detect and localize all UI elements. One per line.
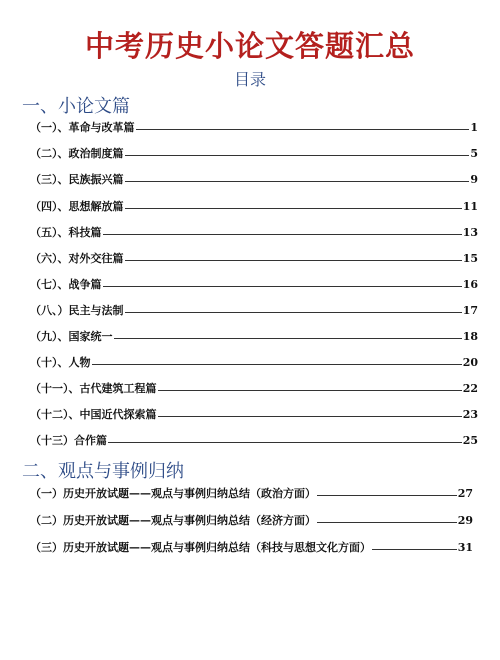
toc-entry[interactable] [30,511,473,531]
toc-entry-label: （三）、民族振兴篇 [30,173,124,186]
toc-entry-label: （十）、人物 [30,356,91,369]
toc-entry-label: （二）、政治制度篇 [30,147,124,160]
dot-leader [158,416,462,417]
dot-leader [125,155,470,156]
toc-heading: 目录 [233,70,266,89]
toc-page-number: 5 [470,147,478,160]
dot-leader [136,129,470,130]
toc-entry[interactable] [30,197,478,217]
toc-entry-label: （三）历史开放试题——观点与事例归纳总结（科技与思想文化方面） [30,541,371,554]
dot-leader [125,181,470,182]
toc-entry-label: （六）、对外交往篇 [30,252,124,265]
dot-leader [158,390,462,391]
toc-page-number: 29 [457,514,473,527]
toc-entry-label: （二）历史开放试题——观点与事例归纳总结（经济方面） [30,514,316,527]
toc-entry[interactable] [30,431,478,451]
toc-entry[interactable] [30,301,478,321]
toc-entry-label: （七）、战争篇 [30,278,102,291]
toc-page-number: 25 [462,434,478,447]
toc-entry[interactable] [30,144,478,164]
toc-entry-label: （四）、思想解放篇 [30,200,124,213]
dot-leader [103,286,462,287]
toc-entry-label: （十二）、中国近代探索篇 [30,408,157,421]
toc-entry-label: （八、）民主与法制 [30,304,124,317]
toc-entry-label: （五）、科技篇 [30,226,102,239]
toc-entry[interactable] [30,379,478,399]
toc-page-number: 1 [470,121,478,134]
toc-entry-label: （一）历史开放试题——观点与事例归纳总结（政治方面） [30,487,316,500]
dot-leader [125,208,462,209]
toc-page-number: 18 [462,330,478,343]
toc-page-number: 23 [462,408,478,421]
toc-page-number: 13 [462,226,478,239]
toc-page-number: 31 [457,541,473,554]
toc-page-number: 9 [470,173,478,186]
dot-leader [92,364,462,365]
toc-entry[interactable] [30,484,473,504]
toc-page-number: 16 [462,278,478,291]
toc-entry[interactable] [30,538,473,558]
section-heading-essays: 一、小论文篇 [22,96,130,117]
toc-entry-label: （一）、革命与改革篇 [30,121,135,134]
dot-leader [114,338,462,339]
toc-page-number: 17 [462,304,478,317]
toc-page-number: 20 [462,356,478,369]
toc-page-number: 27 [457,487,473,500]
toc-entry[interactable] [30,223,478,243]
dot-leader [103,234,462,235]
toc-page-number: 11 [462,200,478,213]
toc-entry[interactable] [30,327,478,347]
dot-leader [372,549,457,550]
toc-entry[interactable] [30,405,478,425]
dot-leader [317,522,457,523]
toc-page-number: 15 [462,252,478,265]
toc-entry[interactable] [30,353,478,373]
section-heading-viewpoints: 二、观点与事例归纳 [22,461,184,482]
dot-leader [108,442,462,443]
toc-entry-label: （九）、国家统一 [30,330,113,343]
toc-entry[interactable] [30,170,478,190]
document-title: 中考历史小论文答题汇总 [84,29,415,63]
toc-entry[interactable] [30,275,478,295]
toc-page-number: 22 [462,382,478,395]
toc-entry[interactable] [30,118,478,138]
dot-leader [125,260,462,261]
dot-leader [317,495,457,496]
toc-entry[interactable] [30,249,478,269]
toc-entry-label: （十一）、古代建筑工程篇 [30,382,157,395]
toc-entry-label: （十三）合作篇 [30,434,107,447]
dot-leader [125,312,462,313]
